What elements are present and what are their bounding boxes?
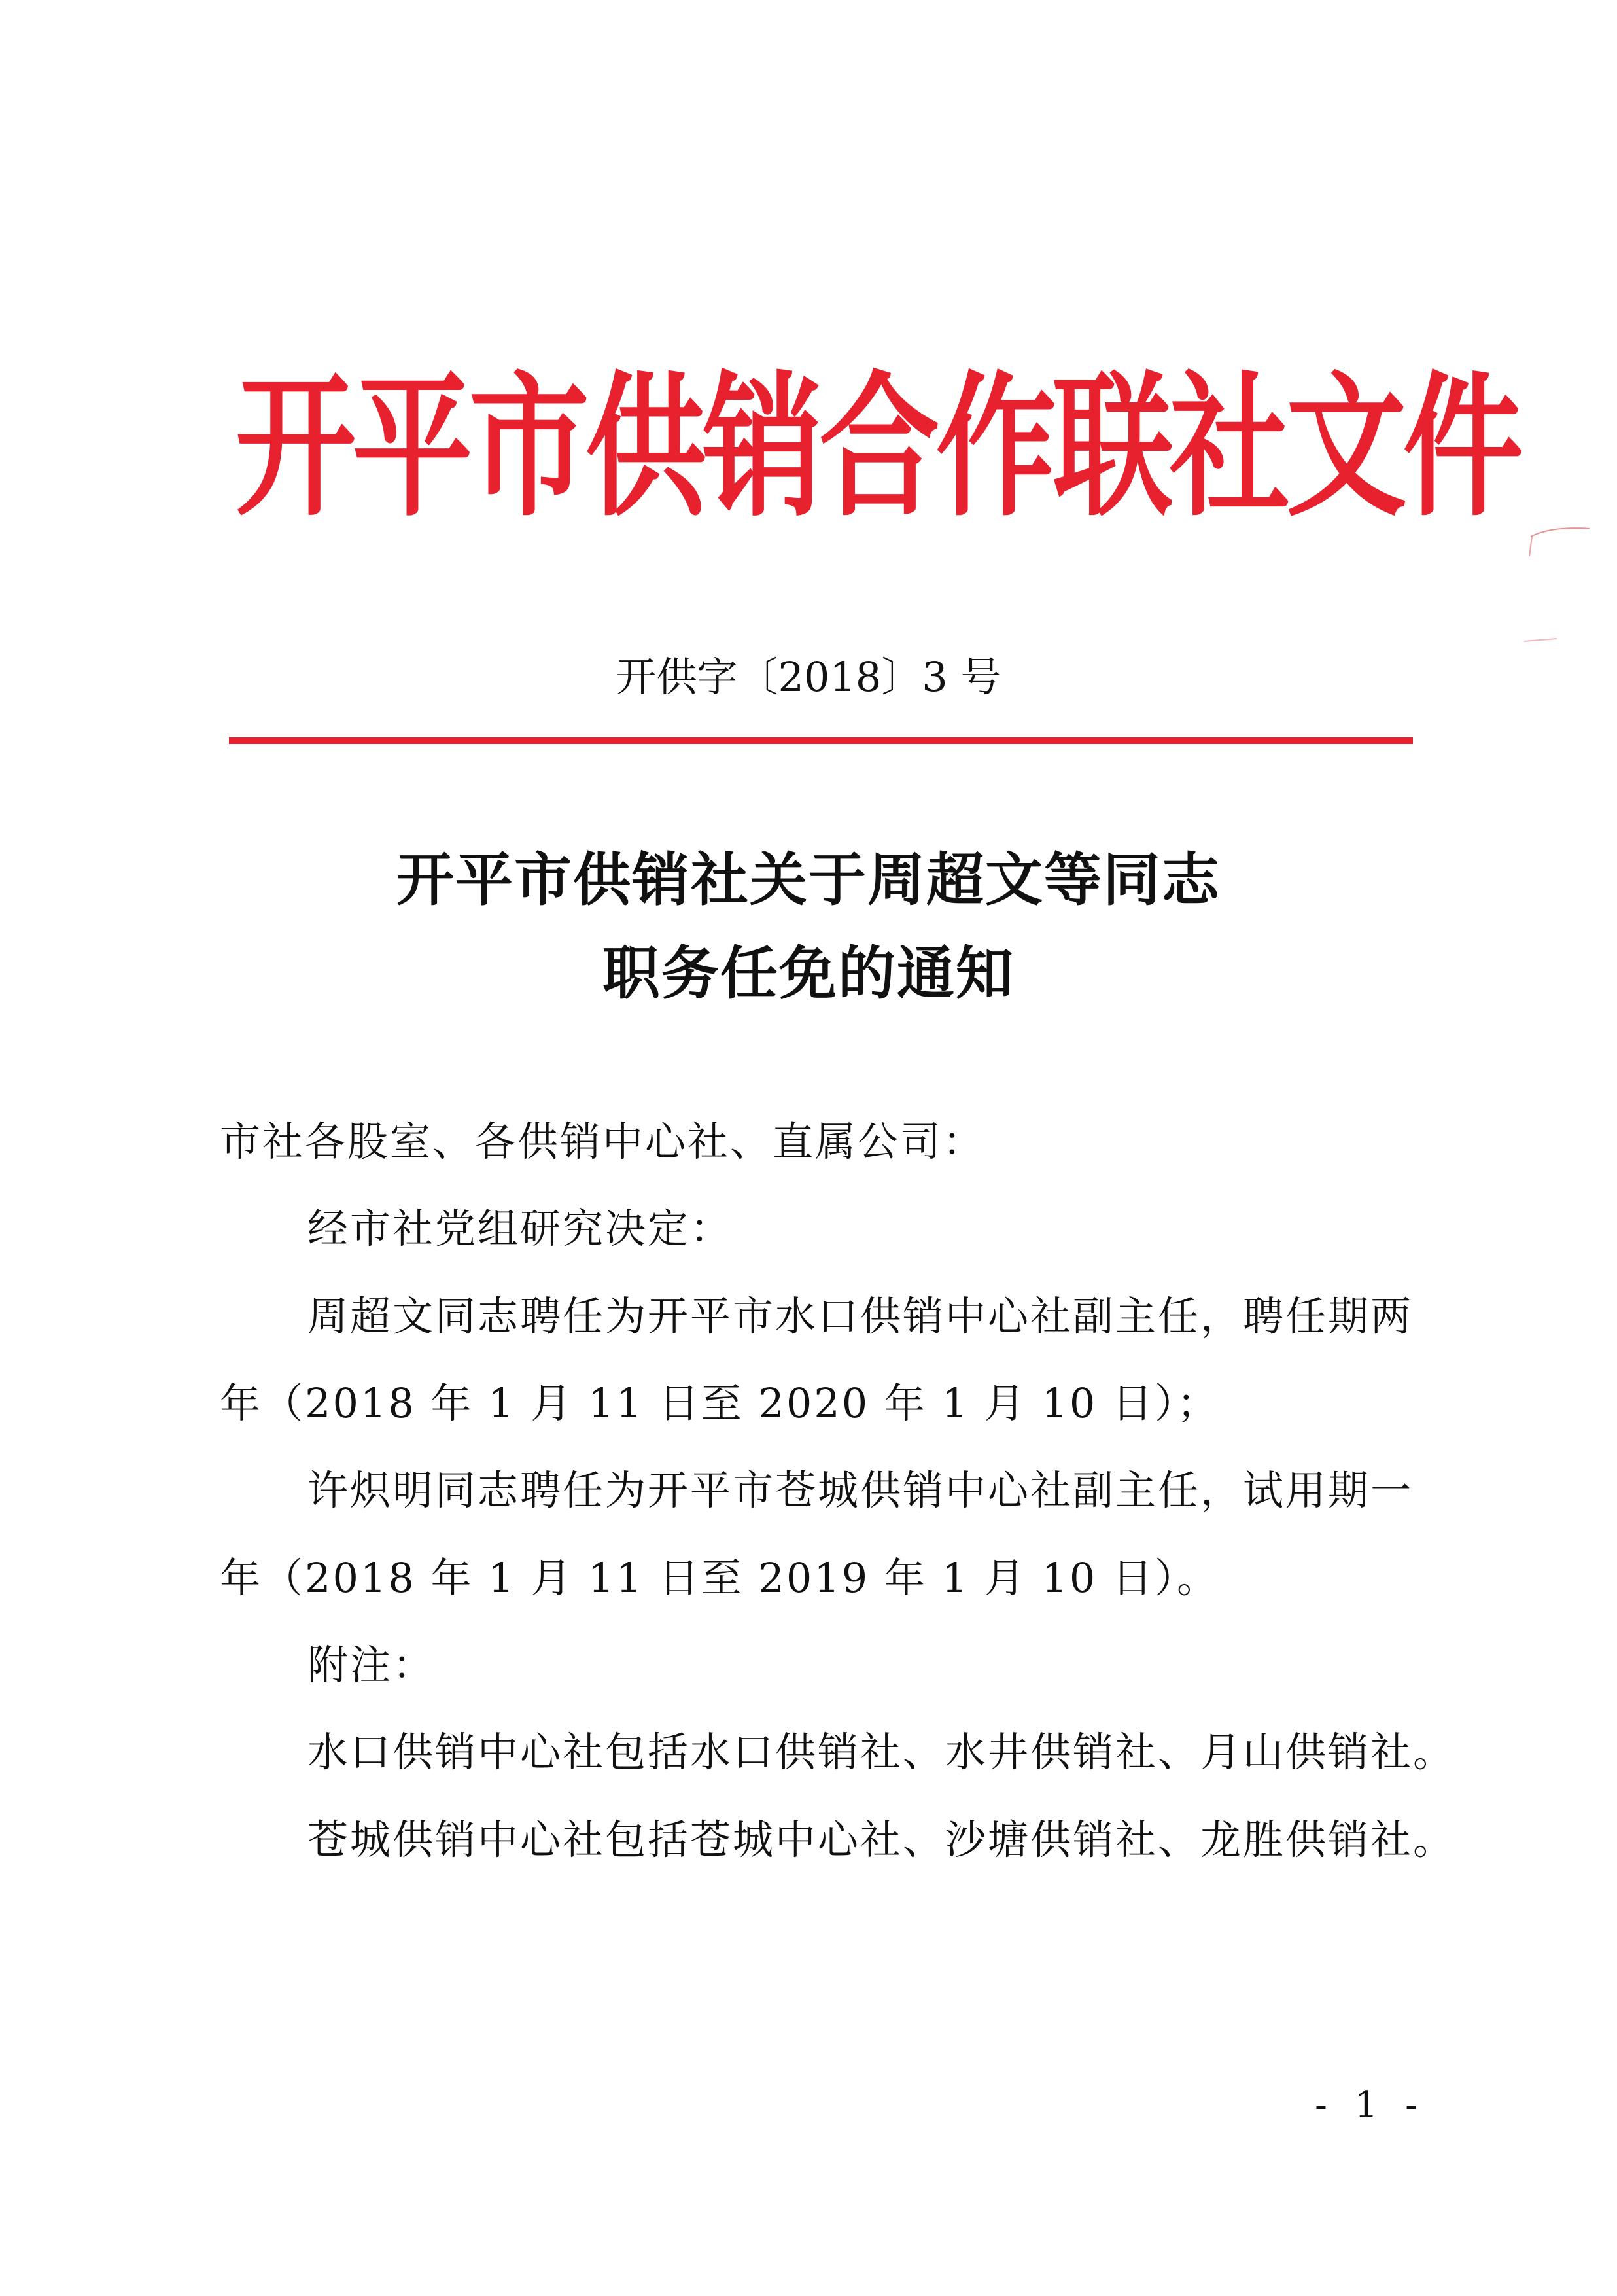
document-number: 开供字〔2018〕3 号: [616, 653, 1001, 701]
scan-artifact-mark: [1518, 517, 1596, 661]
salutation: 市社各股室、各供销中心社、直属公司：: [220, 1118, 986, 1165]
appointment-1-line-2: 年（2018 年 1 月 11 日至 2020 年 1 月 10 日）；: [220, 1379, 1220, 1427]
appointment-2-line-2: 年（2018 年 1 月 11 日至 2019 年 1 月 10 日）。: [220, 1554, 1220, 1602]
intro-paragraph: 经市社党组研究决定：: [307, 1205, 733, 1252]
page-number: - 1 -: [1315, 2084, 1426, 2127]
note-label: 附注：: [307, 1641, 436, 1689]
note-line-2: 苍城供销中心社包括苍城中心社、沙塘供销社、龙胜供销社。: [307, 1816, 1456, 1863]
appointment-1-line-1: 周超文同志聘任为开平市水口供销中心社副主任，聘任期两: [307, 1292, 1414, 1340]
notice-title-line-1: 开平市供销社关于周超文等同志: [396, 846, 1221, 913]
issuer-header: 开平市供销合作联社文件: [235, 357, 1520, 538]
note-line-1: 水口供销中心社包括水口供销社、水井供销社、月山供销社。: [307, 1728, 1456, 1776]
appointment-2-line-1: 许炽明同志聘任为开平市苍城供销中心社副主任，试用期一: [307, 1466, 1414, 1514]
red-divider: [229, 737, 1413, 744]
notice-title-line-2: 职务任免的通知: [602, 940, 1015, 1007]
